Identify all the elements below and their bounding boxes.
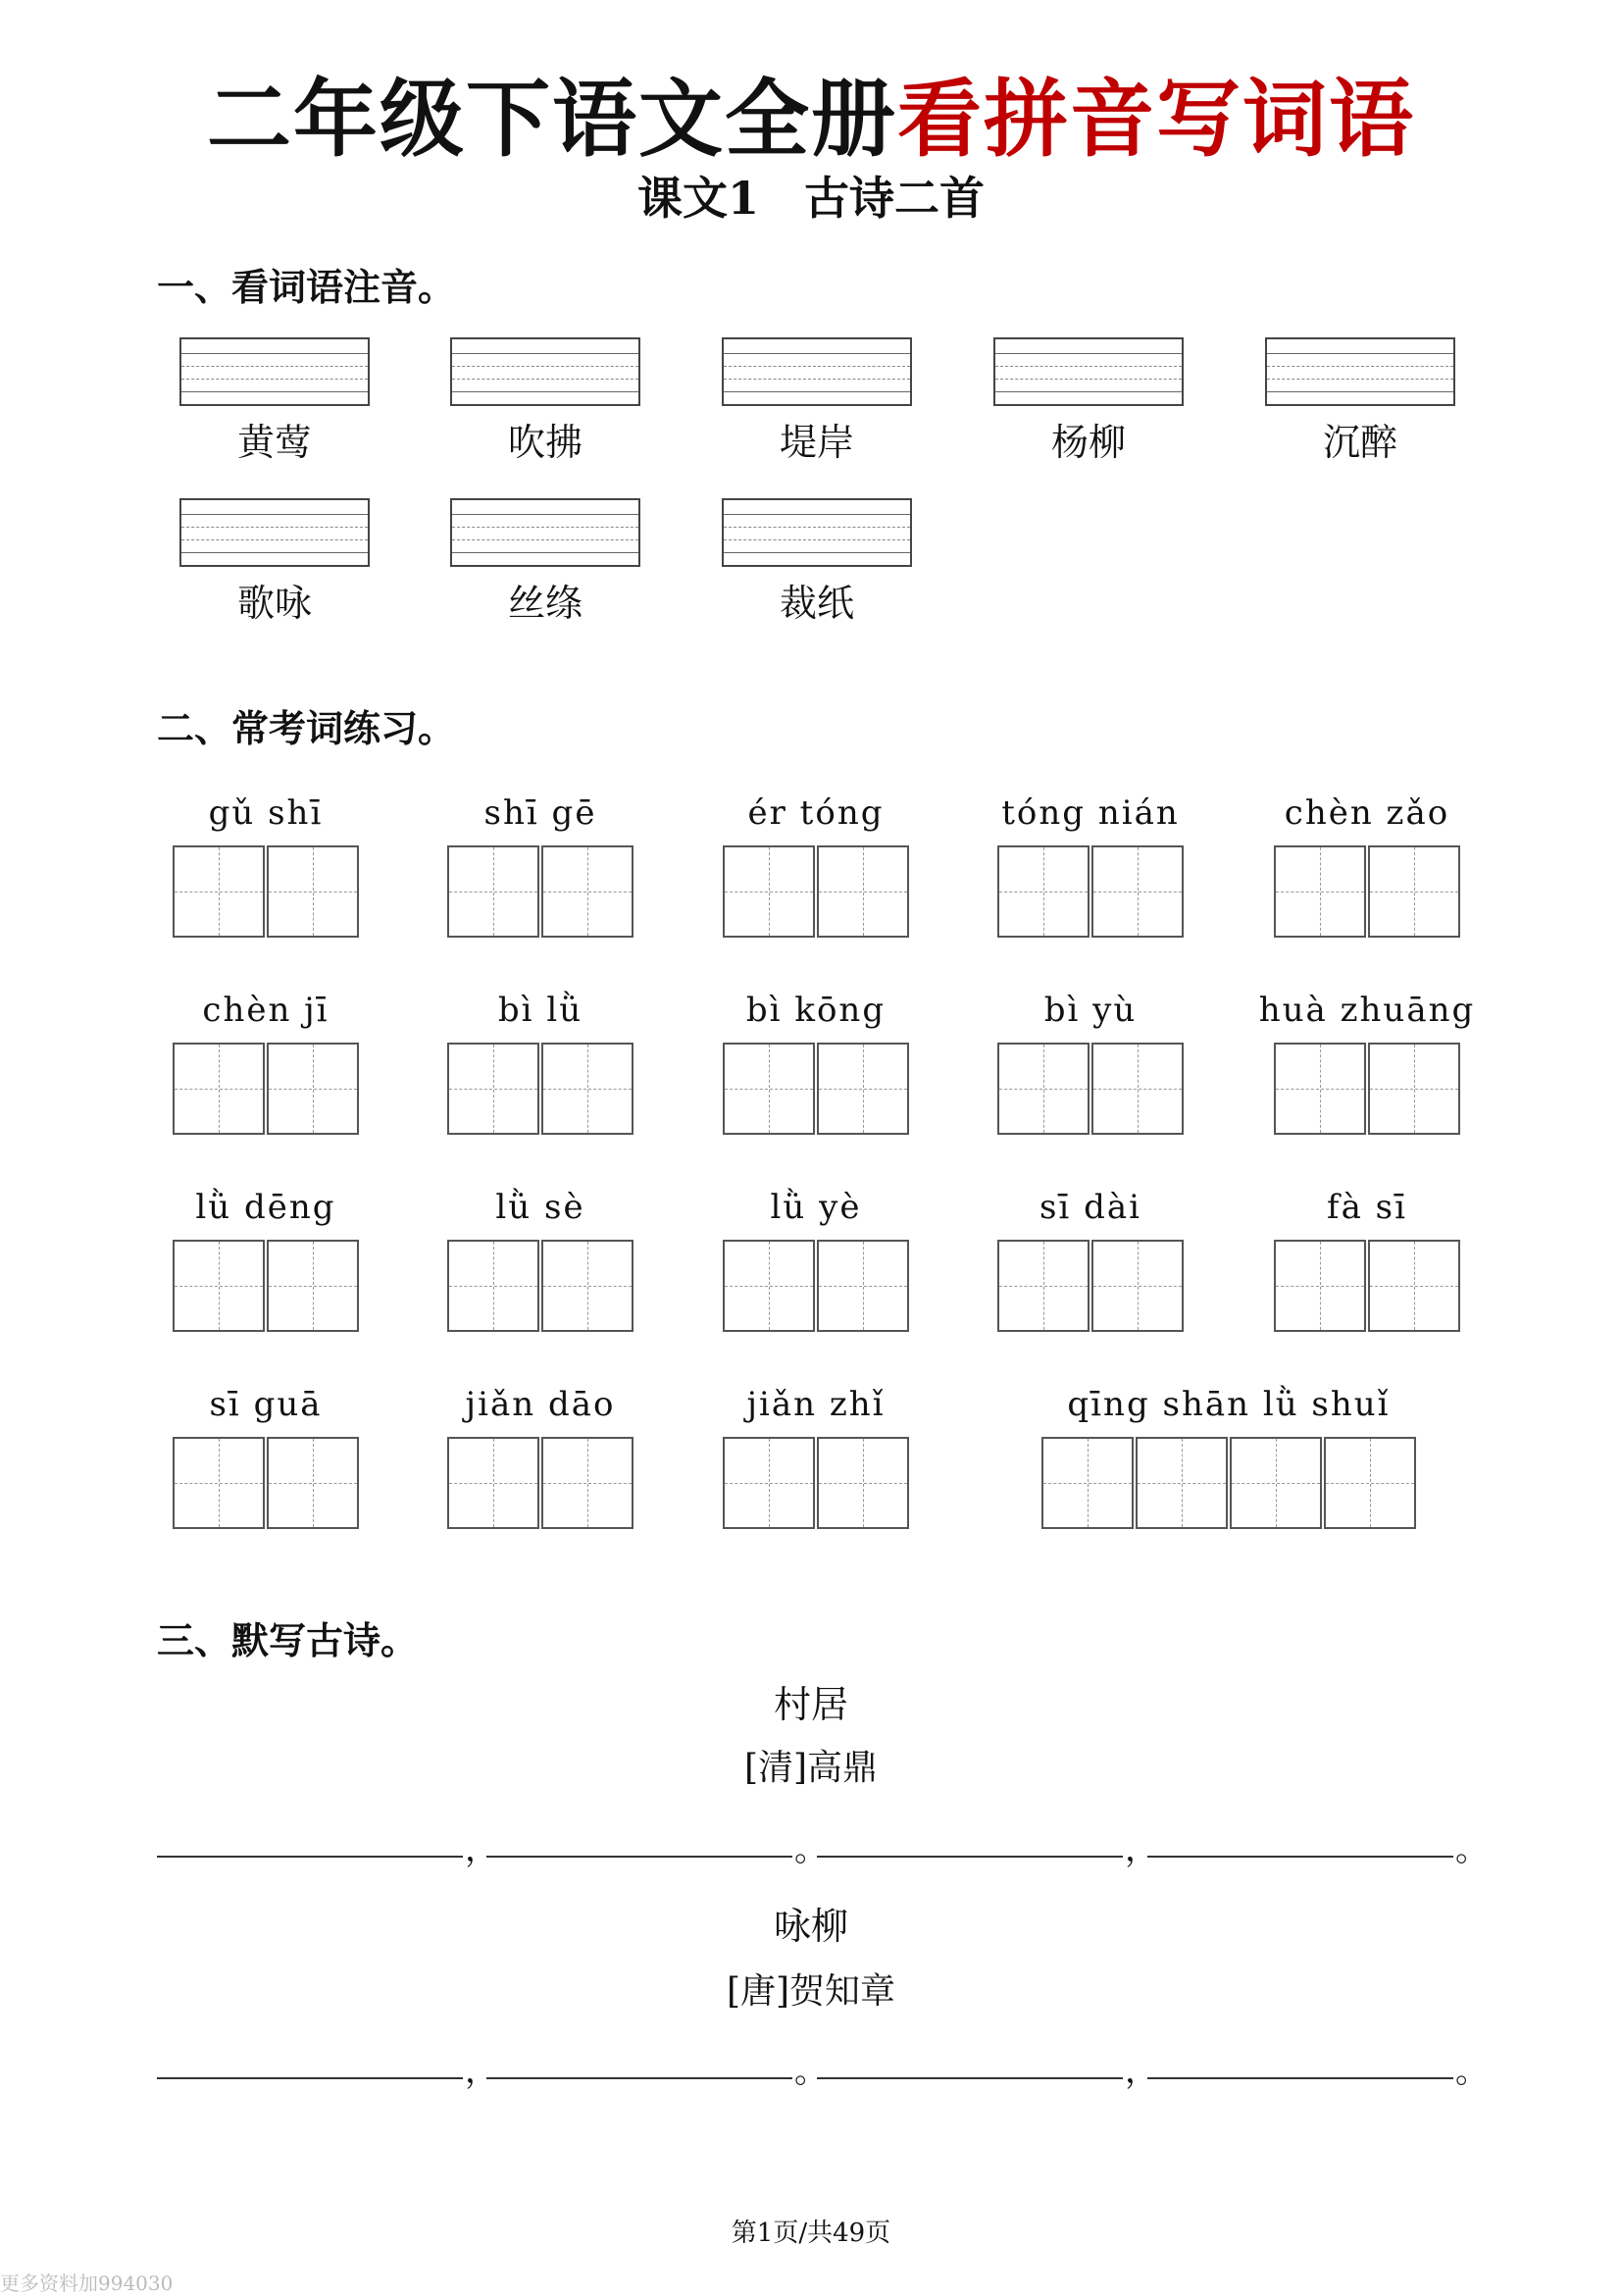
poem-punctuation: ， <box>465 2052 498 2091</box>
poem-writing-line[interactable] <box>486 1856 792 1858</box>
pinyin-writing-box[interactable] <box>722 337 912 406</box>
poem-punctuation: ， <box>1125 1830 1158 1869</box>
tianzige-cell[interactable] <box>723 1240 815 1332</box>
pinyin-prompt: chèn jī <box>202 991 329 1030</box>
pinyin-prompt: sī guā <box>209 1385 323 1424</box>
pinyin-prompt: bì lǜ <box>497 991 583 1030</box>
poem-punctuation: 。 <box>794 2052 828 2091</box>
poem1-title: 村居 <box>773 1683 848 1726</box>
pinyin-prompt: lǜ dēng <box>195 1188 336 1227</box>
tianzige-grid <box>1274 1240 1460 1332</box>
pinyin-writing-box[interactable] <box>722 498 912 567</box>
poem1-author: [清]高鼎 <box>743 1748 879 1788</box>
pinyin-prompt: jiǎn dāo <box>465 1385 616 1424</box>
pinyin-prompt: qīng shān lǜ shuǐ <box>1067 1385 1391 1424</box>
section3-heading: 三、默写古诗。 <box>157 1618 419 1662</box>
tianzige-cell[interactable] <box>447 845 539 938</box>
page-number: 第1页/共49页 <box>731 2219 891 2248</box>
title-red: 看拼音写词语 <box>897 70 1415 169</box>
pinyin-prompt: fà sī <box>1327 1188 1407 1227</box>
poem-writing-line[interactable] <box>486 2077 792 2079</box>
tianzige-cell[interactable] <box>173 1240 265 1332</box>
pinyin-prompt: chèn zǎo <box>1284 793 1450 833</box>
poem-writing-line[interactable] <box>817 1856 1123 1858</box>
pinyin-writing-box[interactable] <box>450 337 640 406</box>
section1-heading: 一、看词语注音。 <box>157 265 456 309</box>
poem2-title: 咏柳 <box>773 1905 848 1948</box>
pinyin-prompt: huà zhuāng <box>1258 991 1476 1030</box>
poem-writing-line[interactable] <box>157 2077 463 2079</box>
tianzige-cell[interactable] <box>817 1240 909 1332</box>
tianzige-grid <box>173 1043 359 1135</box>
pinyin-writing-box[interactable] <box>1265 337 1455 406</box>
poem-punctuation: 。 <box>1455 2052 1489 2091</box>
tianzige-cell[interactable] <box>1324 1437 1416 1529</box>
pinyin-writing-box[interactable] <box>450 498 640 567</box>
tianzige-cell[interactable] <box>1091 845 1184 938</box>
tianzige-cell[interactable] <box>817 845 909 938</box>
tianzige-cell[interactable] <box>1274 1043 1366 1135</box>
tianzige-grid <box>173 1437 359 1529</box>
pinyin-prompt: tóng nián <box>1001 793 1180 833</box>
tianzige-cell[interactable] <box>997 845 1090 938</box>
tianzige-grid <box>447 845 634 938</box>
tianzige-cell[interactable] <box>1091 1043 1184 1135</box>
lesson-subtitle <box>0 169 1622 228</box>
tianzige-grid <box>1041 1437 1416 1529</box>
tianzige-grid <box>723 845 909 938</box>
pinyin-writing-box[interactable] <box>179 337 370 406</box>
tianzige-cell[interactable] <box>267 1240 359 1332</box>
tianzige-cell[interactable] <box>997 1043 1090 1135</box>
tianzige-cell[interactable] <box>541 1437 634 1529</box>
tianzige-cell[interactable] <box>723 1437 815 1529</box>
pinyin-prompt: bì kōng <box>745 991 887 1030</box>
pinyin-prompt: ér tóng <box>747 793 885 833</box>
poem-writing-line[interactable] <box>817 2077 1123 2079</box>
tianzige-cell[interactable] <box>1368 1240 1460 1332</box>
lesson-name: 古诗二首 <box>804 172 985 225</box>
pinyin-prompt: bì yù <box>1043 991 1138 1030</box>
tianzige-cell[interactable] <box>1368 1043 1460 1135</box>
pinyin-prompt: gǔ shī <box>208 793 324 833</box>
pinyin-prompt: sī dài <box>1039 1188 1142 1227</box>
tianzige-grid <box>447 1043 634 1135</box>
tianzige-grid <box>997 1240 1184 1332</box>
pinyin-prompt: jiǎn zhǐ <box>746 1385 886 1424</box>
tianzige-cell[interactable] <box>267 1043 359 1135</box>
word-label: 黄莺 <box>236 421 312 464</box>
poem-writing-line[interactable] <box>1147 2077 1453 2079</box>
pinyin-prompt: lǜ yè <box>770 1188 862 1227</box>
tianzige-grid <box>723 1437 909 1529</box>
lesson-number: 课文1 <box>636 172 759 225</box>
tianzige-cell[interactable] <box>1274 1240 1366 1332</box>
word-label: 沉醉 <box>1322 421 1397 464</box>
section2-heading: 二、常考词练习。 <box>157 706 456 750</box>
tianzige-cell[interactable] <box>1274 845 1366 938</box>
tianzige-grid <box>447 1240 634 1332</box>
tianzige-grid <box>1274 845 1460 938</box>
poem-punctuation: 。 <box>1455 1830 1489 1869</box>
tianzige-cell[interactable] <box>173 845 265 938</box>
tianzige-grid <box>447 1437 634 1529</box>
tianzige-cell[interactable] <box>1230 1437 1322 1529</box>
poem2-author: [唐]贺知章 <box>726 1971 896 2012</box>
tianzige-cell[interactable] <box>817 1043 909 1135</box>
tianzige-cell[interactable] <box>541 1043 634 1135</box>
tianzige-cell[interactable] <box>723 1043 815 1135</box>
watermark: 更多资料加994030 <box>0 2271 174 2295</box>
tianzige-grid <box>723 1240 909 1332</box>
tianzige-grid <box>1274 1043 1460 1135</box>
poem-punctuation: ， <box>465 1830 498 1869</box>
poem-writing-line[interactable] <box>157 1856 463 1858</box>
pinyin-writing-box[interactable] <box>179 498 370 567</box>
tianzige-grid <box>997 1043 1184 1135</box>
tianzige-grid <box>173 845 359 938</box>
tianzige-cell[interactable] <box>173 1437 265 1529</box>
tianzige-grid <box>173 1240 359 1332</box>
poem-writing-line[interactable] <box>1147 1856 1453 1858</box>
word-label: 裁纸 <box>779 582 854 625</box>
tianzige-cell[interactable] <box>1368 845 1460 938</box>
tianzige-cell[interactable] <box>817 1437 909 1529</box>
tianzige-cell[interactable] <box>447 1240 539 1332</box>
pinyin-prompt: shī gē <box>483 793 597 833</box>
word-label: 杨柳 <box>1050 421 1126 464</box>
tianzige-cell[interactable] <box>267 845 359 938</box>
word-label: 吹拂 <box>507 421 583 464</box>
tianzige-grid <box>723 1043 909 1135</box>
pinyin-writing-box[interactable] <box>993 337 1184 406</box>
word-label: 歌咏 <box>236 582 312 625</box>
tianzige-grid <box>997 845 1184 938</box>
word-label: 丝绦 <box>507 582 583 625</box>
word-label: 堤岸 <box>779 421 854 464</box>
title-black: 二年级下语文全册 <box>207 70 897 169</box>
tianzige-cell[interactable] <box>723 845 815 938</box>
tianzige-cell[interactable] <box>541 1240 634 1332</box>
tianzige-cell[interactable] <box>447 1043 539 1135</box>
tianzige-cell[interactable] <box>173 1043 265 1135</box>
tianzige-cell[interactable] <box>541 845 634 938</box>
poem-punctuation: ， <box>1125 2052 1158 2091</box>
tianzige-cell[interactable] <box>267 1437 359 1529</box>
tianzige-cell[interactable] <box>1136 1437 1228 1529</box>
tianzige-cell[interactable] <box>1091 1240 1184 1332</box>
pinyin-prompt: lǜ sè <box>495 1188 585 1227</box>
page-title <box>0 71 1622 169</box>
tianzige-cell[interactable] <box>1041 1437 1134 1529</box>
tianzige-cell[interactable] <box>997 1240 1090 1332</box>
tianzige-cell[interactable] <box>447 1437 539 1529</box>
poem-punctuation: 。 <box>794 1830 828 1869</box>
